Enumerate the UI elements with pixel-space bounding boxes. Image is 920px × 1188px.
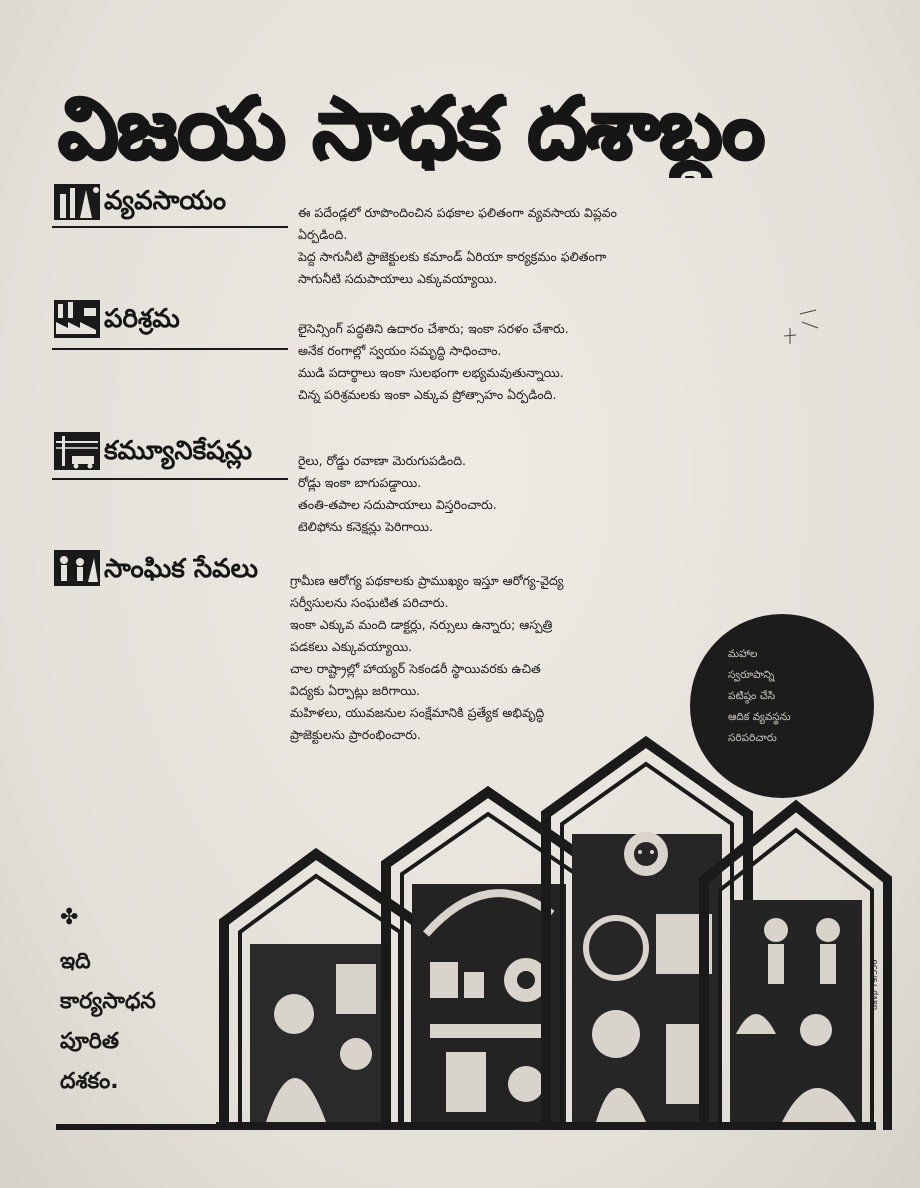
side-note-line: కార్యసాధన bbox=[60, 989, 156, 1014]
text-line: మహిళలు, యువజనుల సంక్షేమానికి ప్రత్యేక అభివృద్ధి bbox=[290, 705, 545, 720]
text-line: అనేక రంగాల్లో స్వయం సమృద్ధి సాధించాం. bbox=[298, 343, 502, 358]
house-education-icon bbox=[704, 806, 888, 1130]
communication-icon bbox=[52, 430, 102, 472]
text-line: ఇంకా ఎక్కువ మంది డాక్టర్లు, నర్సులు ఉన్నారు; ఆస్పత్రి bbox=[290, 617, 553, 632]
side-note-line: ఇది bbox=[60, 949, 91, 974]
section-text bbox=[290, 570, 710, 746]
section-label: వ్యవసాయం bbox=[104, 186, 227, 216]
section-label: కమ్యూనికేషన్లు bbox=[104, 436, 252, 466]
side-note-line: పూరిత bbox=[60, 1029, 119, 1054]
circle-line: పటిష్ఠం చేసి bbox=[728, 690, 776, 702]
text-line: రోడ్లు ఇంకా బాగుపడ్డాయి. bbox=[298, 475, 422, 490]
text-line: లైసెన్సింగ్ పద్ధతిని ఉదారం చేశారు; ఇంకా సరళం చేశారు. bbox=[298, 321, 569, 336]
section-heading bbox=[52, 180, 288, 228]
farming-icon bbox=[52, 180, 102, 222]
text-line: ఈ పదేండ్లలో రూపొందించిన పథకాల ఫలితంగా వ్యవసాయ విప్లవం bbox=[298, 205, 617, 220]
text-line: పడకలు ఎక్కువయ్యాయి. bbox=[290, 639, 413, 654]
houses-illustration bbox=[216, 734, 892, 1146]
text-line: టెలిఫోను కనెక్షన్లు పెరిగాయి. bbox=[298, 519, 433, 534]
circle-line: మహాల bbox=[728, 648, 758, 660]
bottom-rule bbox=[56, 1124, 226, 1130]
side-note bbox=[60, 906, 210, 1102]
factory-icon bbox=[52, 298, 102, 340]
section-heading bbox=[52, 548, 288, 590]
section-text bbox=[298, 202, 718, 290]
text-line: చిన్న పరిశ్రమలకు ఇంకా ఎక్కువ ప్రోత్సాహం ఏర్పడింది. bbox=[298, 387, 557, 402]
text-line: పెద్ద సాగునీటి ప్రాజెక్టులకు కమాండ్ ఏరియా కార్యక్రమం ఫలితంగా bbox=[298, 249, 607, 264]
section-label: పరిశ్రమ bbox=[104, 304, 180, 334]
side-note-line: దశకం. bbox=[60, 1069, 119, 1094]
page-title: విజయ సాధక దశాబ్దం bbox=[58, 79, 764, 177]
text-line: సర్వీసులను సంఘటిత పరిచారు. bbox=[290, 595, 449, 610]
text-line: ఏర్పడింది. bbox=[298, 227, 348, 242]
section-heading bbox=[52, 430, 288, 480]
section-label: సాంఘిక సేవలు bbox=[104, 554, 259, 584]
section-text bbox=[298, 318, 718, 406]
flower-icon: ✤ bbox=[60, 905, 79, 930]
text-line: సాగునీటి సదుపాయాలు ఎక్కువయ్యాయి. bbox=[298, 271, 498, 286]
text-line: రైలు, రోడ్డు రవాణా మెరుగుపడింది. bbox=[298, 453, 467, 468]
pencil-mark bbox=[780, 308, 820, 348]
circle-line: ఆదిక వ్యవస్థను bbox=[728, 711, 791, 723]
house-agriculture-icon bbox=[546, 742, 748, 1130]
text-line: చాల రాష్ట్రాల్లో హాయ్యర్ సెకండరీ స్థాయివరకు ఉచిత bbox=[290, 661, 541, 676]
section-text bbox=[298, 450, 718, 538]
ad-code: davp 79/556 bbox=[870, 959, 879, 1010]
circle-line: స్వరూపాన్ని bbox=[728, 669, 775, 681]
text-line: తంతి-తపాల సదుపాయాలు విస్తరించారు. bbox=[298, 497, 497, 512]
circle-line: సరిపరిచారు bbox=[728, 732, 777, 744]
section-heading bbox=[52, 298, 288, 350]
social-services-icon bbox=[52, 548, 102, 590]
text-line: గ్రామీణ ఆరోగ్య పథకాలకు ప్రాముఖ్యం ఇస్తూ ఆరోగ్య-వైద్య bbox=[290, 573, 564, 588]
text-line: ప్రాజెక్టులను ప్రారంభించారు. bbox=[290, 727, 421, 742]
text-line: ముడి పదార్థాలు ఇంకా సులభంగా లభ్యమవుతున్నాయి. bbox=[298, 365, 564, 380]
text-line: విద్యకు ఏర్పాట్లు జరిగాయి. bbox=[290, 683, 421, 698]
